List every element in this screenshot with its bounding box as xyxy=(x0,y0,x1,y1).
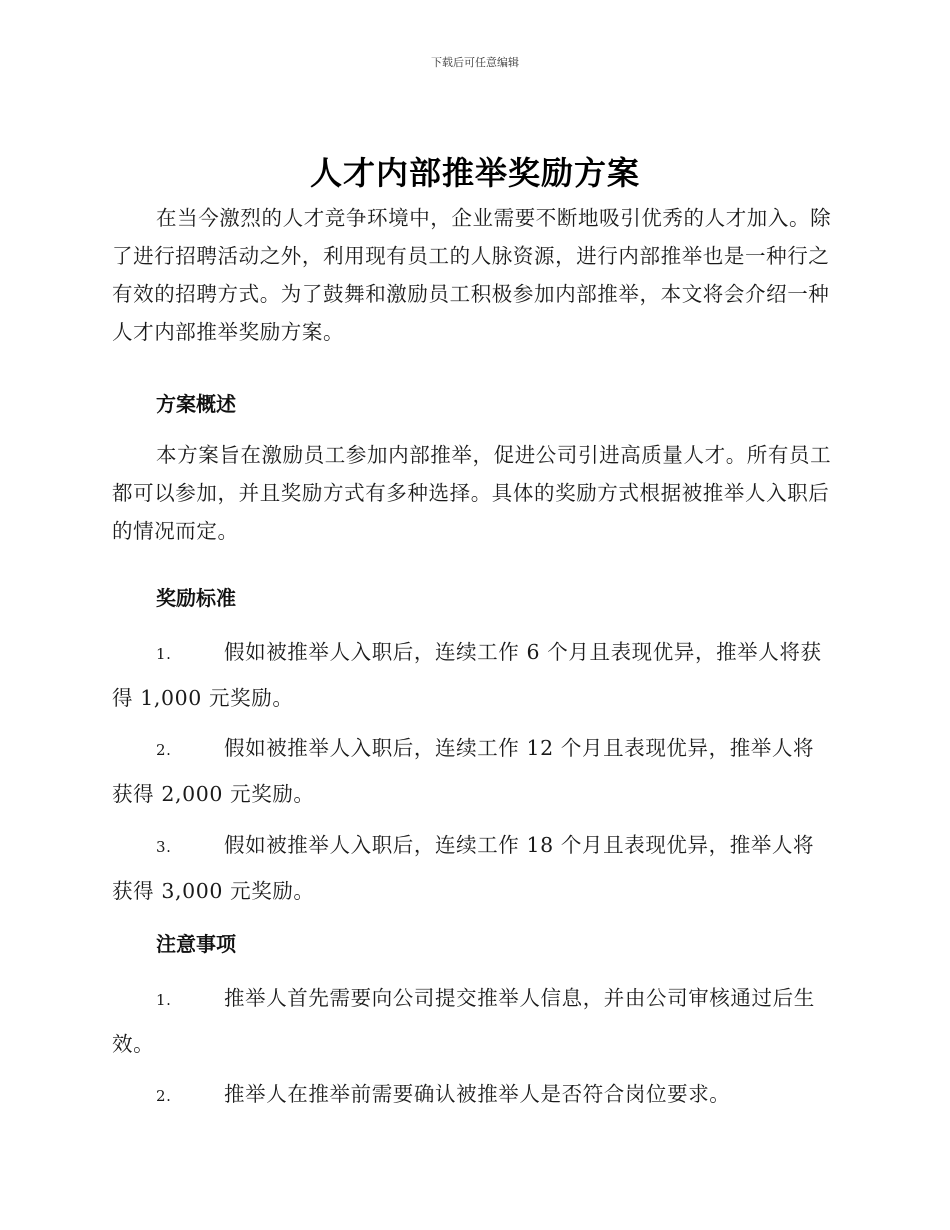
list-item xyxy=(112,976,834,1066)
list-item-number: 2. xyxy=(156,1087,172,1105)
section-heading-notes: 注意事项 xyxy=(156,932,236,956)
list-item xyxy=(112,1072,834,1118)
list-item-number: 3. xyxy=(156,838,172,856)
intro-paragraph: 在当今激烈的人才竞争环境中，企业需要不断地吸引优秀的人才加入。除了进行招聘活动之外，利用现有员工的人脉资源，进行内部推举也是一种行之有效的招聘方式。为了鼓舞和激励员工积极参加内部推举，本文将会介绍一种人才内部推举奖励方案。 xyxy=(112,206,832,344)
list-item-text: 假如被推举人入职后，连续工作 18 个月且表现优异，推举人将获得 3,000 元奖励。 xyxy=(112,833,815,903)
list-item xyxy=(112,630,834,720)
header-note: 下载后可任意编辑 xyxy=(431,56,519,69)
list-item xyxy=(112,823,834,913)
section-heading-overview: 方案概述 xyxy=(156,392,236,416)
list-item xyxy=(112,726,834,816)
list-item-text: 假如被推举人入职后，连续工作 12 个月且表现优异，推举人将获得 2,000 元奖励。 xyxy=(112,736,815,806)
list-item-number: 2. xyxy=(156,741,172,759)
section-heading-reward-standard: 奖励标准 xyxy=(156,586,236,610)
list-item-number: 1. xyxy=(156,991,172,1009)
list-item-number: 1. xyxy=(156,645,172,663)
document-title: 人才内部推举奖励方案 xyxy=(309,154,640,192)
list-item-text: 推举人首先需要向公司提交推举人信息，并由公司审核通过后生效。 xyxy=(112,986,815,1056)
overview-paragraph: 本方案旨在激励员工参加内部推举，促进公司引进高质量人才。所有员工都可以参加，并且奖励方式有多种选择。具体的奖励方式根据被推举人入职后的情况而定。 xyxy=(112,443,832,543)
list-item-text: 假如被推举人入职后，连续工作 6 个月且表现优异，推举人将获得 1,000 元奖励。 xyxy=(112,640,822,710)
list-item-text: 推举人在推举前需要确认被推举人是否符合岗位要求。 xyxy=(224,1082,731,1106)
